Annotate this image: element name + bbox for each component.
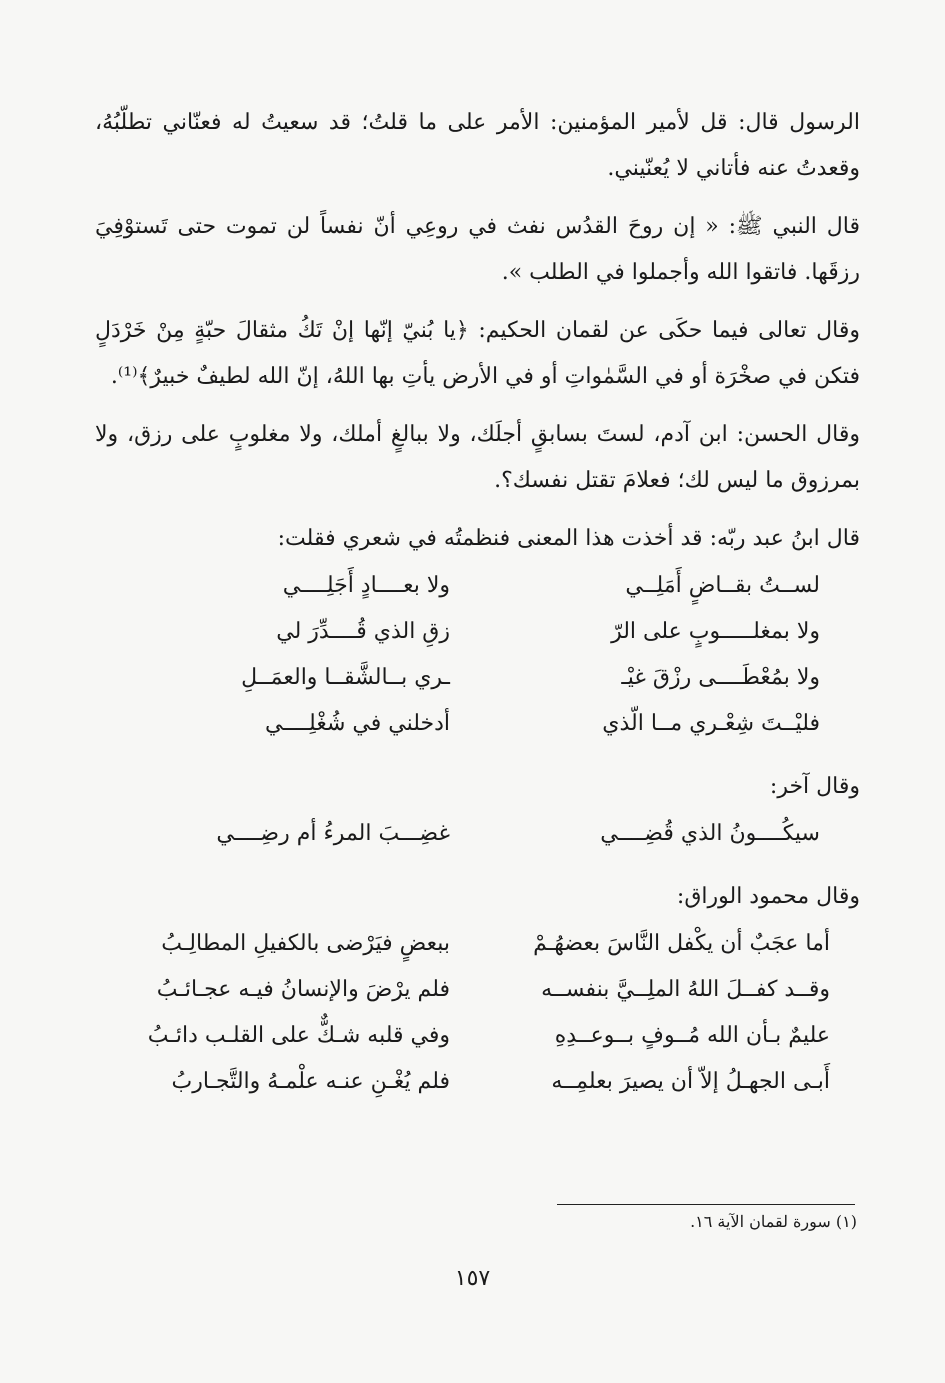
page-number: ١٥٧ xyxy=(454,1266,491,1291)
first-hemistich: عليمٌ بـأن الله مُــوفٍ بــوعــدِهِ xyxy=(554,1022,830,1048)
verse-line xyxy=(95,562,860,608)
second-hemistich: فلم يُغْـنِ عنـه علْمـهُ والتَّجـاربُ xyxy=(171,1068,450,1094)
footnote: (١) سورة لقمان الآية ١٦. xyxy=(690,1212,857,1231)
footnote-divider xyxy=(557,1204,855,1205)
second-hemistich: أدخلني في شُغْلِــــي xyxy=(264,710,450,736)
verse-line xyxy=(95,654,860,700)
poem-another xyxy=(95,764,860,856)
first-hemistich: سيكُــــونُ الذي قُضِــــي xyxy=(600,820,820,846)
first-hemistich: أَبـى الجهـلُ إلاّ أن يصيرَ بعلمِــه xyxy=(551,1068,830,1094)
first-hemistich: فليْــتَ شِعْـري مــا الّذي xyxy=(602,710,820,736)
paragraph-2: قال النبي ﷺ: « إن روحَ القدُس نفث في روعِي أنّ نفساً لن تموت حتى تَستوْفِيَ رزقَها. فاتقوا الله وأجملوا في الطلب ». xyxy=(95,214,860,285)
verse-line xyxy=(95,608,860,654)
verse-line xyxy=(95,966,860,1012)
second-hemistich: ببعضٍ فيَرْضى بالكفيلِ المطالِـبُ xyxy=(161,930,450,956)
verse-line xyxy=(95,1012,860,1058)
second-hemistich: وفي قلبه شـكٌّ على القلـب دائـبُ xyxy=(147,1022,450,1048)
second-hemistich: فلم يرْضَ والإنسانُ فيـه عجـائـبُ xyxy=(156,976,450,1002)
poem-mahmud-al-warraq xyxy=(95,874,860,1104)
first-hemistich: أما عجَبٌ أن يكْفل النَّاسَ بعضهُـمْ xyxy=(533,930,830,956)
poem-intro: وقال محمود الوراق: xyxy=(676,884,860,909)
poem-intro: وقال آخر: xyxy=(769,774,860,799)
second-hemistich: ولا بعــــادٍ أَجَلِــــي xyxy=(282,572,450,598)
paragraph-1: الرسول قال: قل لأمير المؤمنين: الأمر على ما قلتُ؛ قد سعيتُ له فعنّاني تطلّبُهُ، وقعدتُ عنه فأتاني لا يُعنّيني. xyxy=(95,110,860,181)
verse-line xyxy=(95,810,860,856)
verse-line xyxy=(95,920,860,966)
page-body xyxy=(95,100,860,1122)
first-hemistich: ولا بمغلـــــوبٍ على الرّ xyxy=(611,618,820,644)
first-hemistich: ولا بمُعْطَــــى رزْقَ غيْـ xyxy=(621,664,820,690)
second-hemistich: ـري بــالشَّقــا والعمَــلِ xyxy=(241,664,450,690)
poem-intro: قال ابنُ عبد ربّه: قد أخذت هذا المعنى فنظمتُه في شعري فقلت: xyxy=(277,526,860,551)
second-hemistich: زقِ الذي قُــــدِّرَ لي xyxy=(276,618,450,644)
poem-ibn-abd-rabbih xyxy=(95,516,860,746)
paragraph-4: وقال الحسن: ابن آدم، لستَ بسابقٍ أجلَك، ولا ببالغٍ أملك، ولا مغلوبٍ على رزق، ولا بمرزوق ما ليس لك؛ فعلامَ تقتل نفسك؟. xyxy=(95,422,860,493)
verse-line xyxy=(95,700,860,746)
verse-line xyxy=(95,1058,860,1104)
first-hemistich: وقــد كفــلَ اللهُ الملِــيَّ بنفســه xyxy=(541,976,830,1002)
second-hemistich: غضِـــبَ المرءُ أم رضِــــي xyxy=(216,820,450,846)
paragraph-3: وقال تعالى فيما حكَى عن لقمان الحكيم: ﴿يا بُنيّ إنّها إنْ تَكُ مثقالَ حبّةٍ مِنْ خَرْدَلٍ فتكن في صخْرَة أو في السَّمٰواتِ أو في الأرض يأتِ بها اللهُ، إنّ الله لطيفٌ خبيرٌ﴾⁽¹⁾. xyxy=(95,318,860,389)
first-hemistich: لســتُ بقــاضٍ أَمَلِــي xyxy=(625,572,820,598)
